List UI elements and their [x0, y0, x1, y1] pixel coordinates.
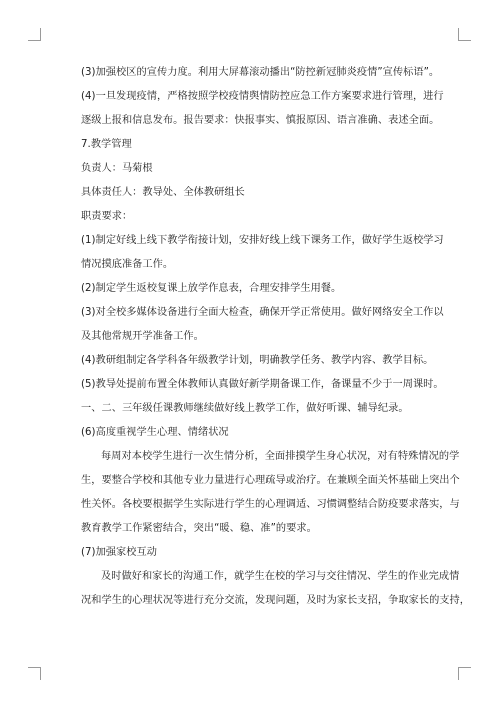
- paragraph-line: 及其他常规开学准备工作。: [81, 331, 204, 342]
- paragraph-line: (5)教导处提前布置全体教师认真做好新学期备课工作，备课量不少于一周课时。: [81, 379, 444, 390]
- paragraph-line: 负责人：马菊根: [81, 163, 153, 174]
- crop-mark-top-right: [458, 28, 471, 41]
- paragraph-line: 及时做好和家长的沟通工作，就学生在校的学习与交往情况、学生的作业完成情: [101, 571, 460, 582]
- paragraph-line: 每周对本校学生进行一次生情分析，全面排摸学生身心状况，对有特殊情况的学: [101, 451, 460, 462]
- paragraph-line: 性关怀。各校要根据学生实际进行学生的心理调适、习惯调整结合防疫要求落实，与: [81, 499, 460, 510]
- paragraph-line: 教育教学工作紧密结合，突出“暖、稳、准”的要求。: [81, 523, 317, 534]
- paragraph-line: 况和学生的心理状况等进行充分交流，发现问题，及时为家长支招，争取家长的支持，: [81, 595, 471, 606]
- paragraph-line: (4)一旦发现疫情，严格按照学校疫情舆情防控应急工作方案要求进行管理，进行: [81, 91, 444, 102]
- paragraph-line: (3)对全校多媒体设备进行全面大检查，确保开学正常使用。做好网络安全工作以: [81, 307, 444, 318]
- section-heading: 7.教学管理: [81, 139, 132, 150]
- paragraph-line: 一、二、三年级任课教师继续做好线上教学工作，做好听课、辅导纪录。: [81, 403, 409, 414]
- crop-mark-bottom-left: [28, 667, 41, 680]
- crop-mark-top-left: [28, 28, 41, 41]
- paragraph-line: (7)加强家校互动: [81, 547, 158, 558]
- paragraph-line: 情况摸底准备工作。: [81, 259, 174, 270]
- paragraph-line: 生，要整合学校和其他专业力量进行心理疏导或治疗。在兼顾全面关怀基础上突出个: [81, 475, 460, 486]
- paragraph-line: 逐级上报和信息发布。报告要求：快报事实、慎报原因、语言准确、表述全面。: [81, 115, 440, 126]
- paragraph-line: (3)加强校区的宣传力度。利用大屏幕滚动播出“防控新冠肺炎疫情”宣传标语”。: [81, 67, 440, 78]
- paragraph-line: (6)高度重视学生心理、情绪状况: [81, 427, 229, 438]
- paragraph-line: (1)制定好线上线下教学衔接计划，安排好线上线下课务工作，做好学生返校学习: [81, 235, 444, 246]
- paragraph-line: 具体责任人：教导处、全体教研组长: [81, 187, 245, 198]
- document-body: [81, 66, 471, 607]
- paragraph-line: 职责要求：: [81, 211, 133, 222]
- crop-mark-bottom-right: [458, 667, 471, 680]
- paragraph-line: (4)教研组制定各学科各年级教学计划，明确教学任务、教学内容、教学目标。: [81, 355, 434, 366]
- paragraph-line: (2)制定学生返校复课上放学作息表，合理安排学生用餐。: [81, 283, 342, 294]
